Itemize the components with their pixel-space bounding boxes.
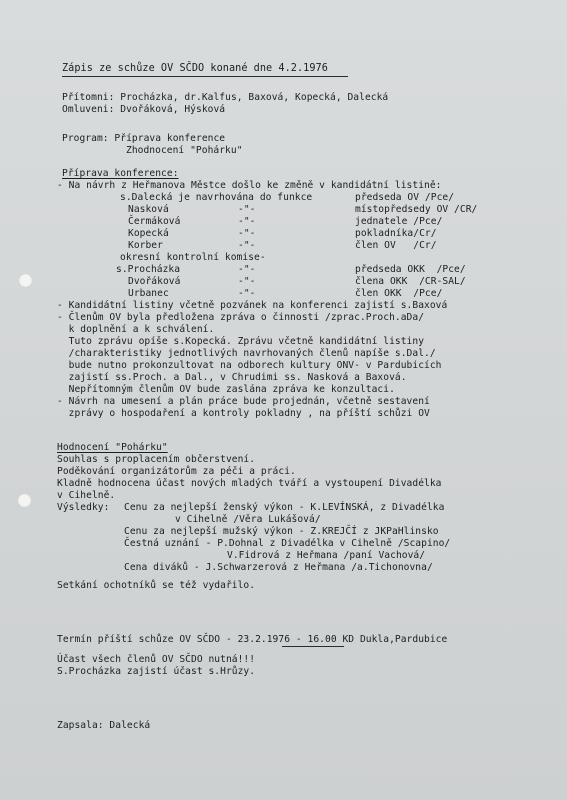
result-line: V.Fidrová z Heřmana /paní Vachová/: [227, 550, 426, 561]
audit-name: Urbanec: [128, 288, 169, 299]
result-line: v Cihelně /Věra Lukášová/: [175, 514, 321, 525]
next-meeting-line: Termín příští schůze OV SČDO - 23.2.1976 - 16.00 KD Dukla,Pardubice: [57, 634, 448, 645]
evaluation-line: v Cihelně.: [57, 490, 116, 501]
candidate-role: jednatele /Pce/: [355, 216, 443, 227]
results-label: Výsledky:: [57, 502, 110, 513]
audit-name: s.Procházka: [116, 264, 181, 275]
candidate-role: předseda OV /Pce/: [355, 192, 455, 203]
candidate-ditto: -"-: [238, 228, 256, 239]
program-line-2: Zhodnocení "Pohárku": [126, 145, 243, 156]
conference-heading: Příprava konference:: [62, 168, 179, 179]
candidate-role: pokladníka/Cr/: [355, 228, 437, 239]
candidate-ditto: -"-: [238, 216, 256, 227]
audit-role: člena OKK /CR-SAL/: [355, 276, 466, 287]
audit-role: předseda OKK /Pce/: [355, 264, 466, 275]
conference-note: Nepřítomným členům OV bude zaslána zpráva ke konzultaci.: [57, 384, 395, 395]
title-underline: [62, 76, 348, 77]
recorded-by: Zapsala: Dalecká: [57, 720, 151, 731]
conference-note: Tuto zprávu opíše s.Kopecká. Zprávu včetně kandidátní listiny: [57, 336, 425, 347]
conference-intro: - Na návrh z Heřmanova Městce došlo ke změně v kandidátní listině:: [57, 180, 442, 191]
candidate-name: Korber: [128, 240, 163, 251]
evaluation-line: Kladně hodnocena účast nových mladých tváří a vystoupení Divadélka: [57, 478, 442, 489]
audit-role: člen OKK /Pce/: [355, 288, 443, 299]
conference-note: zprávy o hospodaření a kontroly pokladny , na příští schůzi OV: [57, 408, 430, 419]
conference-note: /charakteristiky jednotlivých navrhovaných členů napíše s.Dal./: [57, 348, 436, 359]
conference-note: bude nutno prokonzultovat na odborech kultury ONV- v Pardubicích: [57, 360, 442, 371]
result-line: Cenu za nejlepší mužský výkon - Z.KREJČÍ z JKPaHlinsko: [124, 526, 439, 537]
candidate-role: člen OV /Cr/: [355, 240, 437, 251]
document-title: Zápis ze schůze OV SČDO konané dne 4.2.1976: [62, 63, 328, 74]
conference-note: - Členům OV byla předložena zpráva o činnosti /zprac.Proch.aDa/: [57, 312, 425, 323]
candidate-ditto: -"-: [238, 204, 256, 215]
next-meeting-note: S.Procházka zajistí účast s.Hrůzy.: [57, 666, 256, 677]
evaluation-line: Souhlas s proplacením občerstvení.: [57, 454, 256, 465]
result-line: Čestná uznání - P.Dohnal z Divadélka v Cihelně /Scapino/: [124, 538, 451, 549]
conference-note: zajistí ss.Proch. a Dal., v Chrudimi ss. Nasková a Baxová.: [57, 372, 407, 383]
candidate-name: s.Dalecká je navrhována do funkce: [120, 192, 313, 203]
audit-heading: okresní kontrolní komise-: [120, 252, 266, 263]
candidate-ditto: -"-: [238, 240, 256, 251]
result-line: Cena diváků - J.Schwarzerová z Heřmana /a.Tichonovna/: [124, 562, 433, 573]
evaluation-heading: Hodnocení "Pohárku": [57, 442, 168, 453]
conference-note: k doplnění a k schválení.: [57, 324, 215, 335]
candidate-name: Kopecká: [128, 228, 169, 239]
candidate-name: Nasková: [128, 204, 169, 215]
candidate-name: Čermáková: [128, 216, 181, 227]
program-line-1: Program: Příprava konference: [62, 133, 226, 144]
present-line: Přítomni: Procházka, dr.Kalfus, Baxová, Kopecká, Dalecká: [62, 92, 389, 103]
audit-ditto: -"-: [238, 264, 256, 275]
conference-note: - Kandidátní listiny včetně pozvánek na konferenci zajistí s.Baxová: [57, 300, 448, 311]
next-meeting-date-underline: [282, 646, 344, 647]
candidate-role: místopředsedy OV /CR/: [355, 204, 478, 215]
audit-ditto: -"-: [238, 288, 256, 299]
excused-line: Omluveni: Dvořáková, Hýsková: [62, 104, 226, 115]
audit-name: Dvořáková: [128, 276, 181, 287]
evaluation-line: Poděkování organizátorům za péči a práci.: [57, 466, 296, 477]
next-meeting-attendance: Účast všech členů OV SČDO nutná!!!: [57, 654, 256, 665]
conference-note: - Návrh na umesení a plán práce bude projednán, včetně sestavení: [57, 396, 430, 407]
result-line: Cenu za nejlepší ženský výkon - K.LEVÍNSKÁ, z Divadélka: [124, 502, 445, 513]
audit-ditto: -"-: [238, 276, 256, 287]
evaluation-closing: Setkání ochotníků se též vydařilo.: [57, 580, 256, 591]
